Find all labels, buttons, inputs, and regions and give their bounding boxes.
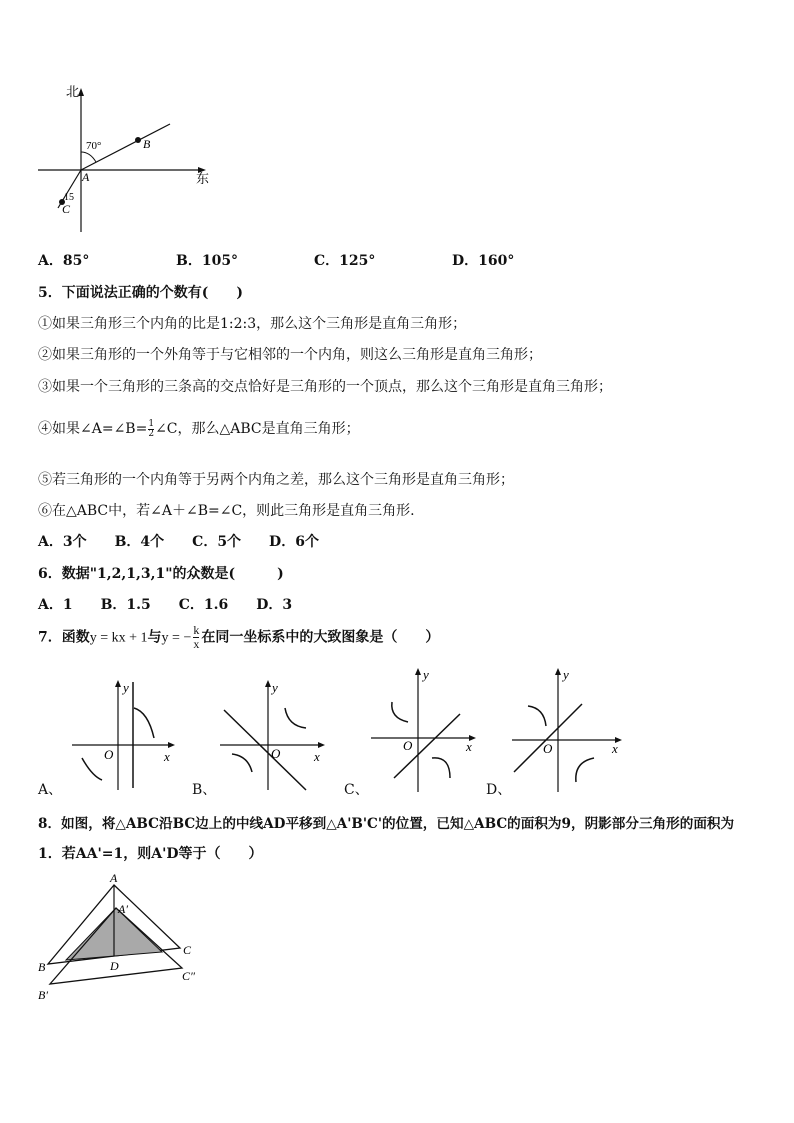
q7-stem-mid: 与 (147, 629, 162, 646)
graph-d-origin: O (543, 741, 553, 756)
graph-b-x-arrow (318, 742, 325, 748)
q4-option-a[interactable]: A．85° (38, 253, 90, 269)
graph-a-hyperbola-lower (82, 758, 102, 780)
graph-a-hyperbola-upper (134, 708, 154, 738)
translation-triangle-figure (30, 868, 220, 1008)
compass-figure (30, 80, 220, 240)
label-c-double-prime: C″ (182, 969, 196, 983)
q5-item-3: ③如果一个三角形的三条高的交点恰好是三角形的一个顶点，那么这个三角形是直角三角形； (38, 379, 612, 395)
graph-c-origin: O (403, 738, 413, 753)
graph-d-label[interactable]: D、 (486, 782, 512, 798)
graph-a-label[interactable]: A、 (38, 782, 63, 798)
graph-a-x-label: x (164, 749, 170, 764)
point-b-dot (135, 137, 141, 143)
graph-c-label[interactable]: C、 (344, 782, 369, 798)
point-a-label: A (82, 170, 90, 184)
point-c-label: C (62, 202, 71, 216)
fraction-denominator: 2 (148, 428, 155, 439)
fraction-one-half (148, 420, 154, 439)
graph-a-y-label: y (123, 680, 129, 695)
q4-option-c[interactable]: C．125° (314, 253, 376, 269)
label-d: D (110, 959, 119, 973)
q7-fraction (193, 624, 199, 651)
q5-options[interactable]: A．3个 B．4个 C．5个 D．6个 (38, 534, 319, 550)
graph-c-hyperbola-lower (432, 758, 450, 778)
q5-item-4-post: ∠C，那么△ABC是直角三角形； (155, 421, 360, 437)
q7-function-2-pre: y = − (161, 630, 192, 646)
graph-b-x-label: x (314, 749, 320, 764)
graph-c-y-arrow (415, 668, 421, 675)
graph-b[interactable] (212, 672, 332, 792)
graph-c-hyperbola-upper (392, 702, 408, 722)
graph-c[interactable] (366, 660, 486, 795)
q4-option-b[interactable]: B．105° (176, 253, 239, 269)
graph-a-y-arrow (115, 680, 121, 687)
q5-stem: 5．下面说法正确的个数有( ) (38, 285, 243, 301)
graph-b-origin: O (271, 746, 281, 761)
q7-stem-pre: 7．函数 (38, 629, 90, 646)
q8-line-2: 1．若AA'=1，则A'D等于（ ） (38, 846, 263, 862)
label-c: C (183, 943, 192, 957)
graph-a-x-arrow (168, 742, 175, 748)
angle-70-label: 70° (86, 140, 102, 152)
label-a-prime: A′ (118, 902, 128, 916)
east-label: 东 (196, 171, 210, 186)
q6-stem: 6．数据"1,2,1,3,1"的众数是( ) (38, 566, 284, 582)
graph-c-x-label: x (466, 739, 472, 754)
q4-option-d[interactable]: D．160° (452, 253, 515, 269)
q5-item-6: ⑥在△ABC中，若∠A＋∠B=∠C，则此三角形是直角三角形. (38, 503, 415, 519)
graph-b-hyperbola-lower (232, 754, 252, 772)
label-b-prime: B′ (38, 988, 48, 1002)
q5-item-1: ①如果三角形三个内角的比是1:2:3，那么这个三角形是直角三角形； (38, 316, 467, 332)
graph-d-line (514, 704, 582, 772)
graph-d-y-label: y (563, 667, 569, 682)
label-a: A (110, 871, 118, 885)
graph-d-y-arrow (555, 668, 561, 675)
graph-a[interactable] (62, 672, 182, 792)
q8-line-1: 8．如图，将△ABC沿BC边上的中线AD平移到△A'B'C'的位置，已知△ABC的面积为9，阴影部分三角形的面积为 (38, 816, 735, 832)
q7-function-1: y = kx + 1 (89, 630, 148, 646)
q5-item-5: ⑤若三角形的一个内角等于另两个内角之差，那么这个三角形是直角三角形； (38, 472, 514, 488)
graph-b-hyperbola-upper (285, 708, 306, 728)
graph-b-label[interactable]: B、 (192, 782, 217, 798)
fraction-numerator: 1 (148, 418, 155, 429)
q7-fraction-num: k (193, 623, 200, 637)
label-b: B (38, 960, 46, 974)
q7-stem-post: 在同一坐标系中的大致图象是（ ） (201, 629, 440, 646)
graph-d-hyperbola-upper (528, 706, 546, 726)
q5-item-4 (38, 418, 360, 439)
angle-arc-70 (81, 152, 96, 162)
graph-c-y-label: y (423, 667, 429, 682)
graph-a-origin: O (104, 747, 114, 762)
graph-d[interactable] (508, 660, 633, 795)
graph-b-y-arrow (265, 680, 271, 687)
graph-d-x-label: x (612, 741, 618, 756)
q7-stem (38, 624, 439, 651)
graph-b-y-label: y (272, 680, 278, 695)
north-label: 北 (66, 84, 80, 99)
point-b-label: B (143, 137, 151, 151)
q5-item-2: ②如果三角形的一个外角等于与它相邻的一个内角，则这么三角形是直角三角形； (38, 347, 542, 363)
q6-options[interactable]: A．1 B．1.5 C．1.6 D．3 (38, 597, 293, 613)
angle-15-label: 15 (64, 192, 74, 203)
graph-b-line (224, 710, 306, 790)
q7-fraction-den: x (193, 637, 200, 651)
q5-item-4-pre: ④如果∠A=∠B= (38, 421, 148, 437)
graph-d-hyperbola-lower (576, 758, 594, 782)
